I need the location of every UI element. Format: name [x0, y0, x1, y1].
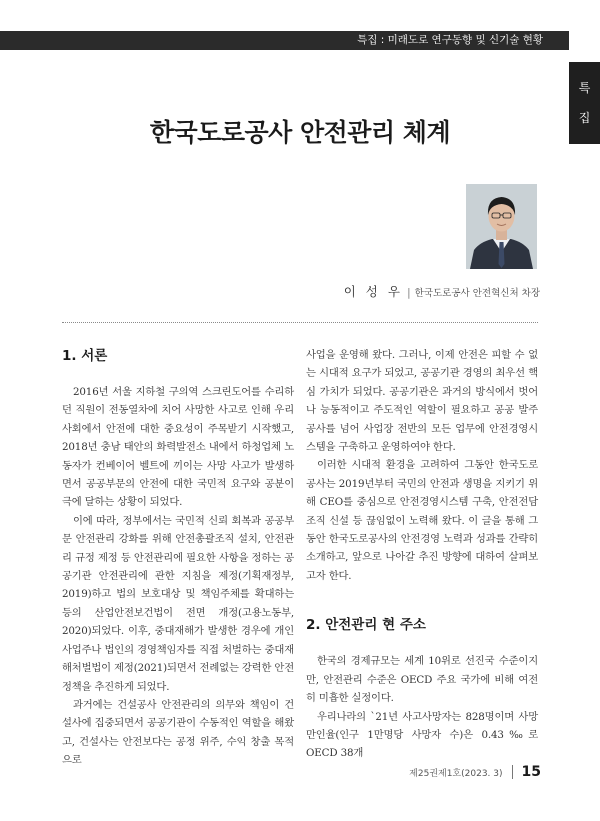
page-number: 15 — [521, 764, 541, 780]
left-column — [62, 346, 294, 770]
paragraph: 한국의 경제규모는 세계 10위로 선진국 수준이지만, 안전관리 수준은 OECD 주요 국가에 비해 여전히 미흡한 실정이다. — [306, 655, 538, 705]
paragraph: 이에 따라, 정부에서는 국민적 신뢰 회복과 공공부문 안전관리 강화를 위해 안전총괄조직 설치, 안전관리 규정 제정 등 안전관리에 필요한 사항을 정하는 공공기관 안전관리에 관한 지침을 제정(기획재정부, 2019)하고 법의 보호대상 및 책임주체를 확대하는 등의 산업안전보건법이 전면 개정(고용노동부, 2020)되었다. 이후, 중대재해가 발생한 경우에 개인 사업주나 법인의 경영책임자를 직접 처벌하는 중대재해처벌법이 제정(2021)되면서 전례없는 강력한 안전정책을 추진하게 되었다. — [62, 514, 294, 693]
paragraph: 과거에는 건설공사 안전관리의 의무와 책임이 건설사에 집중되면서 공공기관이 수동적인 역할을 해왔고, 건설사는 안전보다는 공정 위주, 수익 창출 목적으로 — [62, 698, 294, 767]
issue-info: 제25권제1호(2023. 3) — [409, 768, 503, 779]
dotted-divider — [62, 322, 538, 323]
person-portrait-icon — [466, 184, 537, 269]
side-tab-char: 집 — [578, 111, 591, 125]
page-footer — [409, 764, 541, 780]
paragraph: 2016년 서울 지하철 구의역 스크린도어를 수리하던 직원이 전동열차에 치어 사망한 사고로 인해 우리 사회에서 안전에 대한 중요성이 주목받기 시작했고, 2018년 충남 태안의 화력발전소 내에서 하청업체 노동자가 컨베이어 벨트에 끼이는 사망 사고가 발생하면서 공공부문의 안전에 대한 국민적 요구와 공분이 극에 달하는 상황이 되었다. — [62, 386, 294, 509]
author-affiliation: 한국도로공사 안전혁신처 차장 — [414, 288, 540, 299]
section-header-bar — [0, 31, 569, 50]
author-name: 이 성 우 — [343, 284, 403, 299]
author-separator: | — [406, 286, 411, 299]
paragraph: 사업을 운영해 왔다. 그러나, 이제 안전은 피할 수 없는 시대적 요구가 되었고, 공공기관 경영의 최우선 핵심 가치가 되었다. 공공기관은 과거의 방식에서 벗어나 능동적이고 주도적인 역할이 필요하고 공공 발주 공사를 넘어 사업장 전반의 모든 업무에 안전경영시스템을 구축하고 운영하여야 한다. — [306, 349, 538, 454]
section-heading: 1. 서론 — [62, 348, 108, 364]
paragraph: 우리나라의 `21년 사고사망자는 828명이며 사망 만인율(인구 1만명당 사망자 수)은 0.43‰로 OECD 38개 — [306, 710, 538, 760]
section-heading: 2. 안전관리 현 주소 — [306, 617, 426, 634]
side-tab-char: 특 — [578, 81, 591, 95]
paragraph: 이러한 시대적 환경을 고려하여 그동안 한국도로공사는 2019년부터 국민의 안전과 생명을 지키기 위해 CEO를 중심으로 안전경영시스템 구축, 안전전담조직 신설 등 끊임없이 노력해 왔다. 이 글을 통해 그동안 한국도로공사의 안전경영 노력과 성과를 간략히 소개하고, 앞으로 나아갈 추진 방향에 대하여 살펴보고자 한다. — [306, 459, 538, 582]
section-label: 특집 : 미래도로 연구동향 및 신기술 현황 — [357, 34, 543, 46]
footer-separator — [512, 765, 513, 779]
section-spacer — [306, 585, 538, 615]
author-photo — [466, 184, 537, 269]
author-line — [344, 281, 540, 300]
article-title: 한국도로공사 안전관리 체계 — [149, 118, 451, 147]
right-column — [306, 346, 538, 763]
